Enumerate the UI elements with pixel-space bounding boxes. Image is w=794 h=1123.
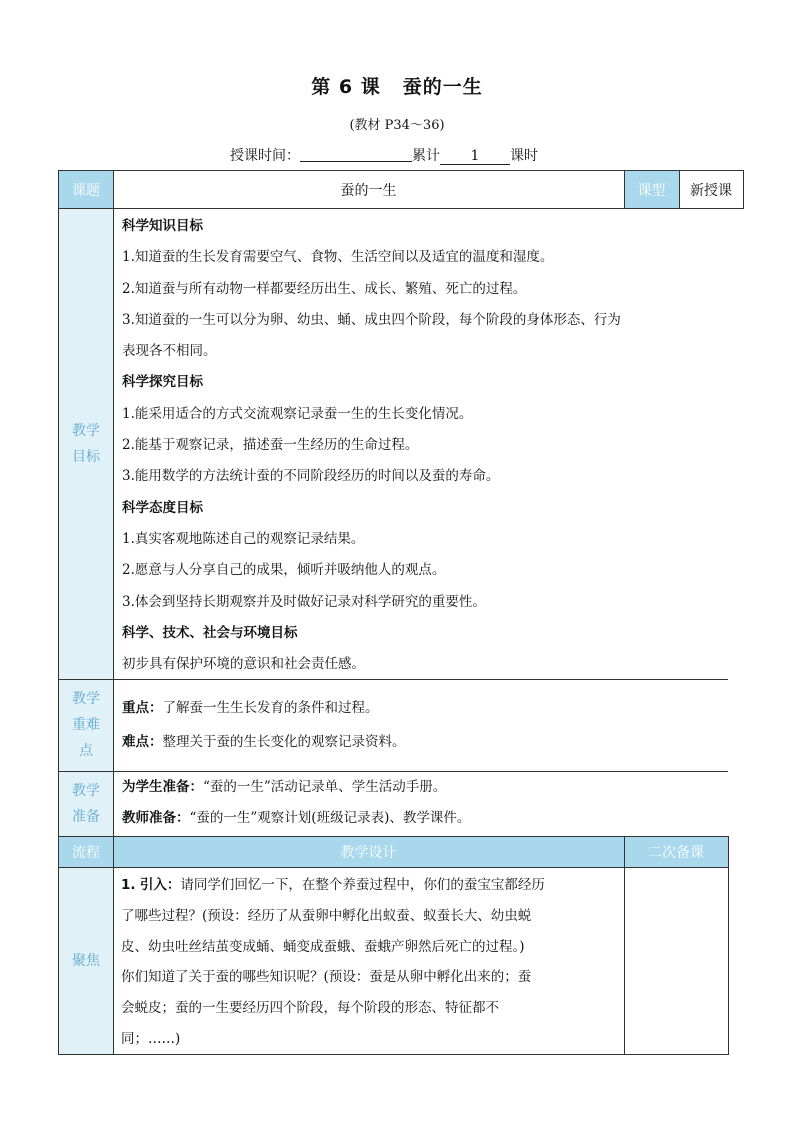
table-border	[58, 170, 744, 171]
goal-heading: 科学、技术、社会与环境目标	[122, 624, 298, 641]
table-border	[58, 208, 744, 209]
focus-item-number: 1.	[121, 877, 136, 893]
goal-item: 初步具有保护环境的意识和社会责任感。	[122, 656, 365, 673]
lesson-type-label: 课型	[624, 171, 679, 208]
preparation-label: 教学准备	[59, 771, 113, 836]
cumulative-value: 1	[440, 148, 510, 165]
time-blank	[300, 147, 412, 162]
focus-text-line: 会蜕皮；蚕的一生要经历四个阶段，每个阶段的形态、特征都不	[121, 1000, 499, 1017]
difficulty-text: 整理关于蚕的生长变化的观察记录资料。	[162, 734, 406, 750]
design-col-header: 教学设计	[113, 836, 624, 867]
student-prep-text: “蚕的一生”活动记录单、学生活动手册。	[203, 779, 447, 795]
revision-col-header: 二次备课	[624, 836, 728, 867]
goal-item: 2.能基于观察记录，描述蚕一生经历的生命过程。	[122, 437, 419, 454]
key-points-label: 教学重难点	[59, 679, 113, 771]
lesson-number: 第 6 课	[311, 76, 381, 98]
table-border	[58, 1054, 728, 1055]
table-border	[58, 836, 728, 837]
goal-item: 1.真实客观地陈述自己的观察记录结果。	[122, 530, 365, 547]
focus-content	[121, 870, 621, 1055]
topic-value: 蚕的一生	[340, 182, 397, 199]
preparation-content	[122, 772, 722, 835]
key-point-label: 重点：	[122, 700, 163, 716]
goal-item: 表现各不相同。	[122, 343, 217, 360]
goal-item: 1.知道蚕的生长发育需要空气、食物、生活空间以及适宜的温度和湿度。	[122, 249, 554, 266]
goals-label: 教学目标	[59, 208, 113, 679]
teacher-prep-label: 教师准备：	[122, 810, 190, 827]
topic-label: 课题	[59, 171, 113, 208]
focus-text-line: 了哪些过程？(预设：经历了从蚕卵中孵化出蚁蚕、蚁蚕长大、幼虫蜕	[121, 907, 532, 924]
difficulty-label: 难点：	[122, 734, 163, 750]
focus-text-line: 皮、幼虫吐丝结茧变成蛹、蛹变成蚕蛾、蚕蛾产卵然后死亡的过程。)	[121, 938, 525, 955]
goal-item: 2.愿意与人分享自己的成果，倾听并吸纳他人的观点。	[122, 562, 446, 579]
key-points-content	[122, 691, 722, 759]
table-border	[113, 170, 114, 1055]
goal-item: 2.知道蚕与所有动物一样都要经历出生、成长、繁殖、死亡的过程。	[122, 280, 527, 297]
table-border	[58, 771, 728, 772]
goal-item: 1.能采用适合的方式交流观察记录蚕一生的生长变化情况。	[122, 405, 473, 422]
focus-text-line: 同；……)	[121, 1030, 181, 1047]
lesson-title: 蚕的一生	[402, 76, 483, 98]
table-border	[679, 170, 680, 208]
goal-item: 3.体会到坚持长期观察并及时做好记录对科学研究的重要性。	[122, 593, 486, 610]
table-border	[728, 836, 729, 1055]
table-border	[58, 170, 59, 1055]
table-border	[58, 867, 728, 868]
goal-item: 3.知道蚕的一生可以分为卵、幼虫、蛹、成虫四个阶段，每个阶段的身体形态、行为	[122, 311, 621, 328]
table-border	[58, 679, 728, 680]
table-border	[743, 170, 744, 208]
focus-text-line: 你们知道了关于蚕的哪些知识呢？(预设：蚕是从卵中孵化出来的；蚕	[121, 969, 532, 986]
goal-heading: 科学态度目标	[122, 499, 203, 516]
process-col-header: 流程	[59, 836, 113, 867]
focus-label: 聚焦	[59, 867, 113, 1054]
focus-item-label: 引入：	[139, 877, 181, 893]
goals-content	[122, 211, 732, 680]
lesson-meta: 授课时间： 累计 1 课时	[230, 148, 538, 164]
lesson-type-value: 新授课	[690, 182, 732, 199]
goal-heading: 科学知识目标	[122, 218, 203, 234]
table-border	[624, 170, 625, 208]
page-title	[0, 72, 794, 99]
goal-heading: 科学探究目标	[122, 374, 203, 391]
goal-item: 3.能用数学的方法统计蚕的不同阶段经历的时间以及蚕的寿命。	[122, 468, 500, 485]
teacher-prep-text: “蚕的一生”观察计划(班级记录表)、教学课件。	[189, 810, 471, 827]
textbook-reference: (教材 P34～36)	[349, 118, 445, 133]
focus-text-line: 请同学们回忆一下，在整个养蚕过程中，你们的蚕宝宝都经历	[180, 877, 545, 893]
key-point-text: 了解蚕一生生长发育的条件和过程。	[162, 700, 379, 716]
table-border	[624, 836, 625, 1055]
student-prep-label: 为学生准备：	[122, 779, 203, 795]
